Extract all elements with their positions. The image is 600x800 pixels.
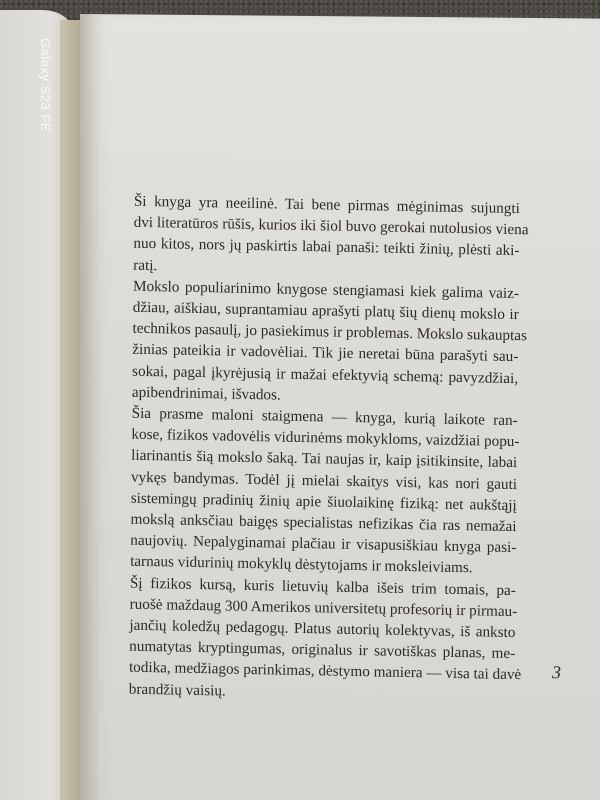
text-line: kose, fizikos vadovėlis vidurinėms mokykloms, vaizdžiai popu- [131,425,520,451]
text-line: Šį fizikos kursą, kuris lietuvių kalba išeis trim tomais, pa- [129,574,516,599]
text-line: ratį. [133,256,158,274]
text-line: sokai, pagal įkyrėjusią ir mažai efektyvią schemą: pavyzdžiai, [132,362,519,387]
paragraph-2 [108,275,528,410]
text-line: todika, medžiagos parinkimas, dėstymo maniera — visa tai davė [128,659,522,684]
text-line: jančių koledžų pedagogų. Platus autorių kolektyvas, iš anksto [129,616,516,642]
text-line: tarnaus vidurinių mokyklų dėstytojams ir moksleiviams. [130,553,473,577]
text-line: Ši knyga yra neeilinė. Tai bene pirmas mėginimas sujungti [133,192,520,218]
paragraph-3 [106,402,518,579]
text-line: ruošė maždaug 300 Amerikos universitetų profesorių ir pirmau- [129,595,518,620]
text-line: nuo kitos, nors jų paskirtis labai panaši: teikti žinių, plėsti aki- [133,235,520,260]
page-number: 3 [552,662,561,683]
text-line: dvi literatūros rūšis, kurios iki šiol buvo gerokai nutolusios viena [133,213,529,239]
text-line: liarinantis šią mokslo šaką. Tai naujas ir, kaip įsitikinsite, labai [131,447,518,472]
text-line: mokslą anksčiau baigęs specialistas nefizikas čia ras nemažai [130,510,517,536]
text-line: technikos pasaulį, jo pasiekimus ir problemas. Mokslo sukauptas [132,319,528,345]
text-line: Šia prasme maloni staigmena — knyga, kurią laikote ran- [131,404,518,430]
page-text [105,190,529,707]
text-line: numatytas kryptingumas, originalus ir savotiškas planas, me- [129,637,516,663]
text-line: naujovių. Nepalyginamai plačiau ir visapusiškiau knyga pasi- [130,531,517,557]
paragraph-1 [109,190,529,283]
camera-watermark: Galaxy S23 FE [38,38,53,132]
book-page [80,14,600,800]
text-line: sistemingų pradinių žinių apie šiuolaikinę fiziką: net aukštąjį [130,489,517,514]
text-line: brandžių vaisių. [128,680,226,700]
paragraph-4 [105,572,522,707]
text-line: Mokslo populiarinimo knygose stengiamasi kiek galima vaiz- [132,277,520,302]
text-line: vykęs bandymas. Todėl jį mielai skaitys visi, kas nori gauti [130,468,518,493]
text-line: žinias pateikia ir vadovėliai. Tik jie neretai būna parašyti sau- [132,341,519,366]
text-line: apibendrinimai, išvados. [131,383,281,404]
text-line: džiau, aiškiau, suprantamiau aprašyti platų šių dienų mokslo ir [132,298,519,324]
